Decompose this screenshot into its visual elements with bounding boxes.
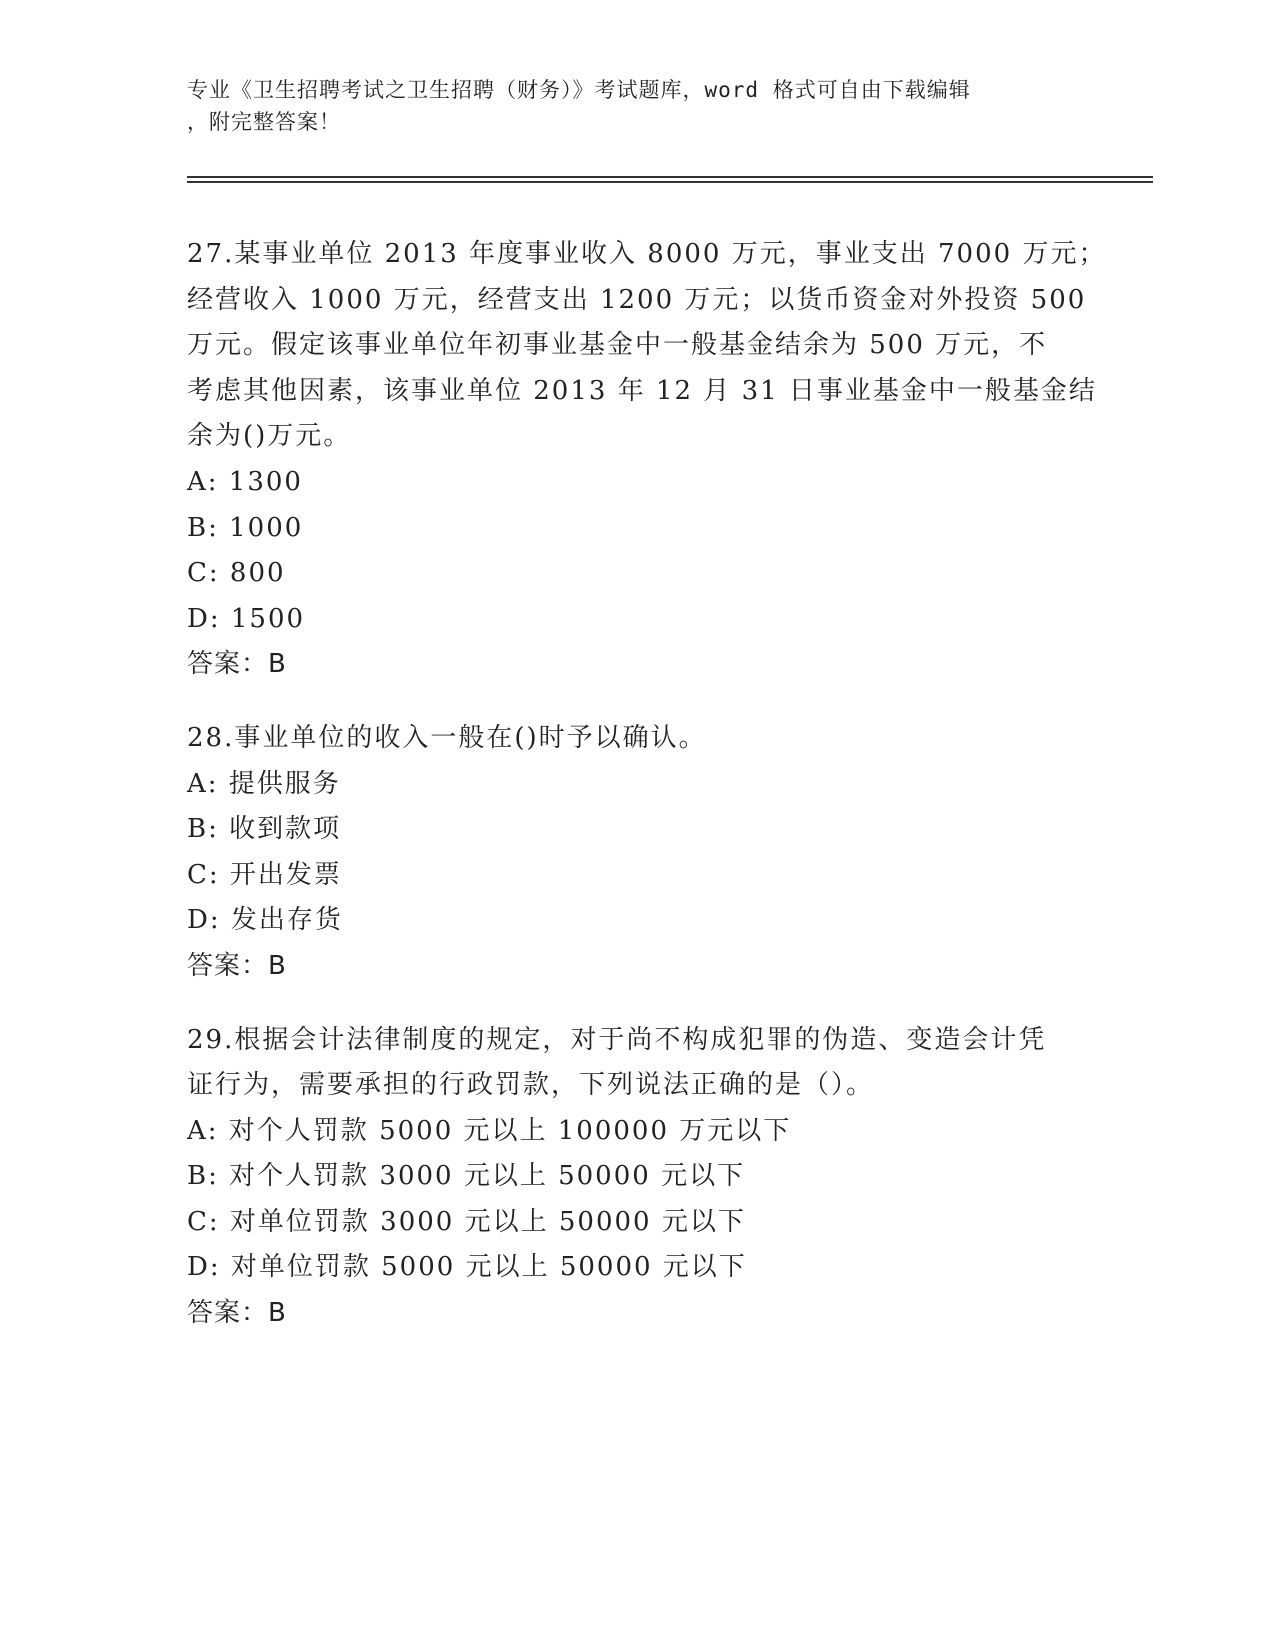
option-d: D: 1500 [187, 603, 306, 634]
option-a: A: 对个人罚款 5000 元以上 100000 万元以下 [187, 1115, 792, 1146]
option-a: A: 1300 [187, 466, 303, 497]
question-line: 余为()万元。 [187, 421, 352, 452]
question-text [187, 232, 1107, 460]
header-line: 专业《卫生招聘考试之卫生招聘（财务）》考试题库，word 格式可自由下载编辑 [187, 78, 971, 102]
option-a: A: 提供服务 [187, 768, 341, 799]
option-b: B: 对个人罚款 3000 元以上 50000 元以下 [187, 1161, 746, 1192]
option-c: C: 开出发票 [187, 859, 342, 890]
question-line: 万元。假定该事业单位年初事业基金中一般基金结余为 500 万元，不 [187, 330, 1048, 361]
question-line: 29.根据会计法律制度的规定，对于尚不构成犯罪的伪造、变造会计凭 [187, 1024, 1047, 1055]
question-line: 28.事业单位的收入一般在()时予以确认。 [187, 722, 707, 753]
option-b: B: 收到款项 [187, 814, 342, 845]
question-line: 27.某事业单位 2013 年度事业收入 8000 万元，事业支出 7000 万元； [187, 239, 1107, 269]
option-b: B: 1000 [187, 512, 304, 543]
answer: 答案：B [187, 649, 287, 680]
header-divider-top [187, 176, 1153, 178]
answer: 答案：B [187, 1298, 287, 1329]
option-c: C: 800 [187, 558, 286, 589]
answer: 答案：B [187, 950, 287, 981]
question-29 [187, 1018, 1077, 1337]
question-list [187, 232, 1107, 1365]
question-line: 证行为，需要承担的行政罚款，下列说法正确的是（）。 [187, 1070, 875, 1101]
question-line: 经营收入 1000 万元，经营支出 1200 万元；以货币资金对外投资 500 [187, 284, 1087, 315]
question-text [187, 1018, 1077, 1109]
document-header [187, 74, 1067, 138]
option-c: C: 对单位罚款 3000 元以上 50000 元以下 [187, 1206, 746, 1237]
question-text [187, 716, 1077, 762]
question-28 [187, 716, 1077, 990]
question-line: 考虑其他因素，该事业单位 2013 年 12 月 31 日事业基金中一般基金结 [187, 375, 1097, 406]
header-divider-bottom [187, 181, 1153, 183]
option-d: D: 对单位罚款 5000 元以上 50000 元以下 [187, 1252, 747, 1283]
option-d: D: 发出存货 [187, 905, 343, 936]
question-27 [187, 232, 1107, 688]
header-line: ，附完整答案！ [187, 110, 341, 134]
